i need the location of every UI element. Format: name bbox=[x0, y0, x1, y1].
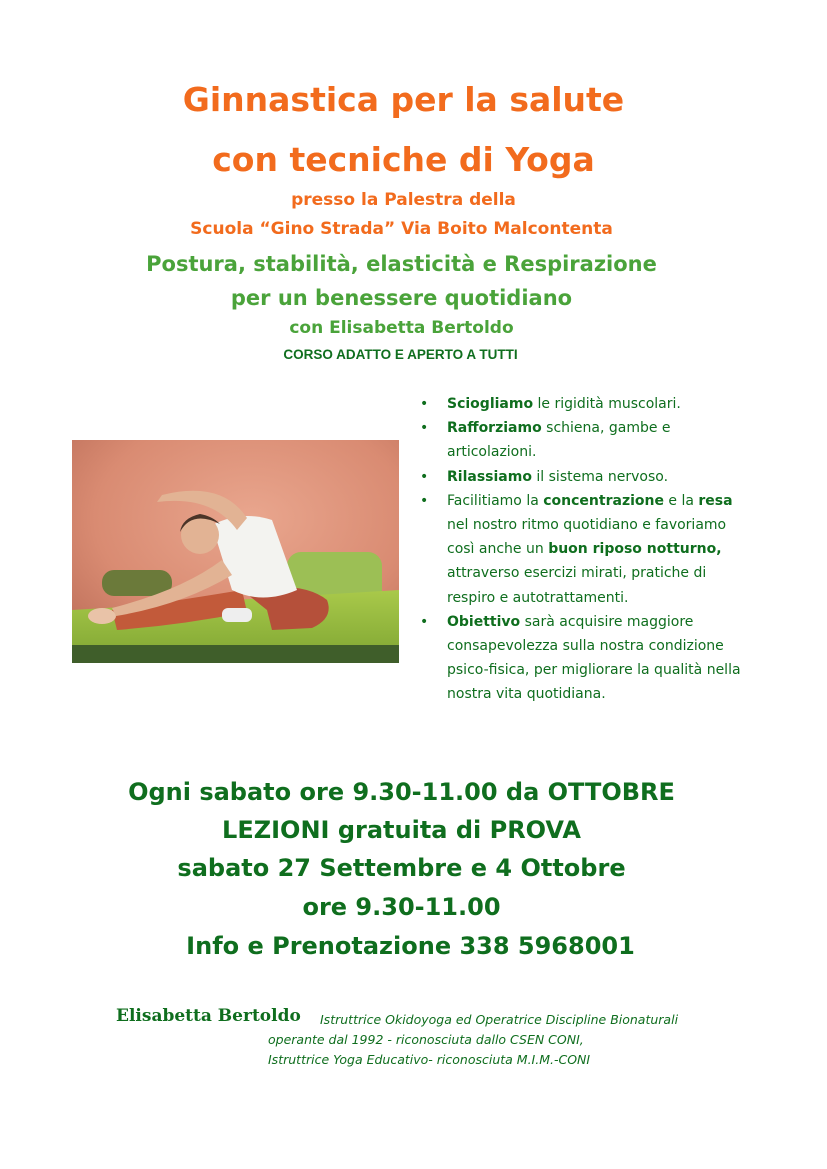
theme-line-2: per un benessere quotidiano bbox=[230, 286, 573, 310]
schedule-line-3: sabato 27 Settembre e 4 Ottobre bbox=[177, 854, 626, 882]
footer-line-3: Istruttrice Yoga Educativo- riconosciuta M.I.M.-CONI bbox=[268, 1052, 591, 1067]
course-caption: CORSO ADATTO E APERTO A TUTTI bbox=[283, 347, 518, 362]
footer-line-1: Istruttrice Okidoyoga ed Operatrice Discipline Bionaturali bbox=[320, 1012, 679, 1027]
schedule-line-4: ore 9.30-11.00 bbox=[302, 893, 501, 921]
list-item: • Rafforziamo schiena, gambe e articolazioni. bbox=[420, 416, 750, 464]
venue-line-1: presso la Palestra della bbox=[291, 190, 516, 210]
yoga-photo bbox=[72, 440, 399, 663]
list-item: • Rilassiamo il sistema nervoso. bbox=[420, 465, 750, 489]
footer-name: Elisabetta Bertoldo bbox=[116, 1006, 301, 1026]
title-line-2: con tecniche di Yoga bbox=[212, 140, 595, 179]
list-item: • Sciogliamo le rigidità muscolari. bbox=[420, 392, 750, 416]
title-line-1: Ginnastica per la salute bbox=[182, 80, 625, 119]
info-contact: Info e Prenotazione 338 5968001 bbox=[186, 932, 635, 960]
venue-line-2: Scuola “Gino Strada” Via Boito Malcontenta bbox=[190, 219, 613, 239]
benefits-list bbox=[420, 392, 750, 707]
schedule-line-1: Ogni sabato ore 9.30-11.00 da OTTOBRE bbox=[128, 778, 675, 806]
schedule-line-2: LEZIONI gratuita di PROVA bbox=[222, 816, 581, 844]
footer-line-2: operante dal 1992 - riconosciuta dallo CSEN CONI, bbox=[268, 1032, 584, 1047]
list-item: • Facilitiamo la concentrazione e la resa nel nostro ritmo quotidiano e favoriamo così anche un buon riposo notturno, attraverso esercizi mirati, pratiche di respiro e autotrattamenti. bbox=[420, 489, 750, 610]
theme-line-1: Postura, stabilità, elasticità e Respirazione bbox=[146, 252, 657, 276]
teacher-line: con Elisabetta Bertoldo bbox=[289, 318, 514, 338]
list-item: • Obiettivo sarà acquisire maggiore consapevolezza sulla nostra condizione psico-fisica, per migliorare la qualità nella nostra vita quotidiana. bbox=[420, 610, 750, 707]
